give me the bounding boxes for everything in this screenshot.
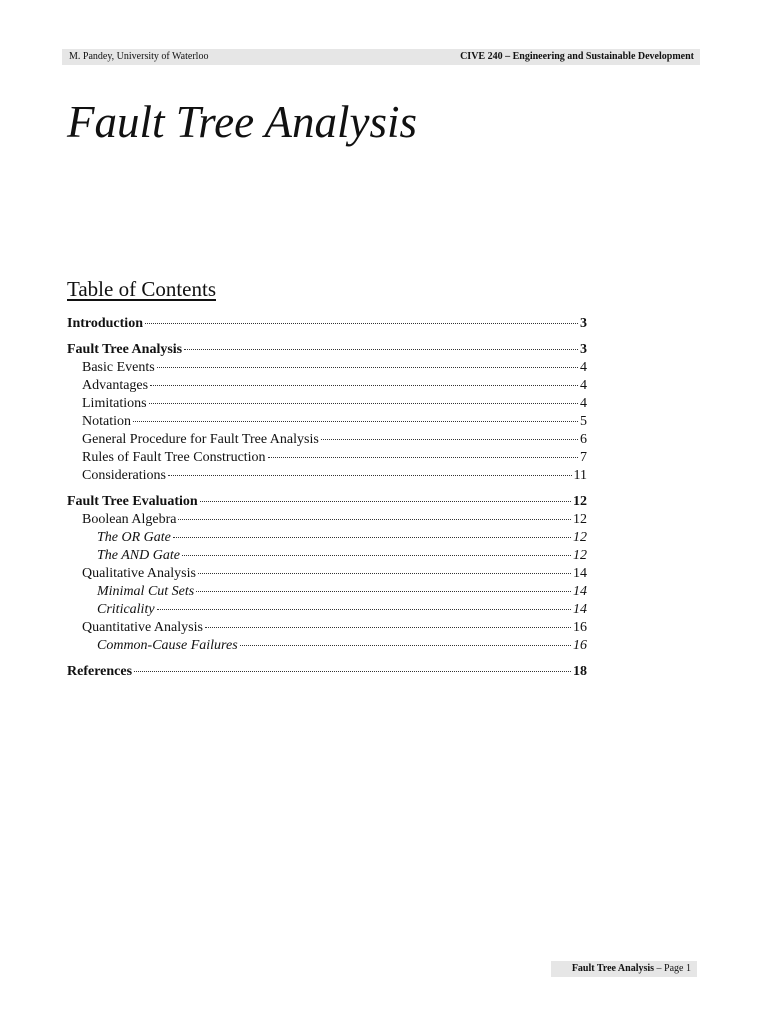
- toc-page-number: 12: [573, 530, 587, 545]
- toc-dot-leader: [321, 439, 578, 440]
- toc-entry-label: The AND Gate: [97, 548, 180, 563]
- toc-entry[interactable]: [67, 449, 587, 467]
- table-of-contents: [67, 315, 587, 681]
- toc-entry-label: Limitations: [82, 396, 147, 411]
- toc-dot-leader: [240, 645, 571, 646]
- header-author: M. Pandey, University of Waterloo: [69, 51, 209, 62]
- toc-entry-label: Advantages: [82, 378, 149, 393]
- footer-page-number: – Page 1: [654, 963, 691, 974]
- toc-dot-leader: [149, 403, 578, 404]
- toc-page-number: 4: [580, 360, 587, 375]
- toc-entry[interactable]: [67, 663, 587, 681]
- toc-page-number: 12: [573, 548, 587, 563]
- toc-page-number: 3: [580, 342, 587, 357]
- toc-entry[interactable]: [67, 377, 587, 395]
- toc-entry[interactable]: [67, 431, 587, 449]
- page-footer: [551, 961, 697, 977]
- toc-dot-leader: [178, 519, 571, 520]
- toc-entry[interactable]: [67, 529, 587, 547]
- toc-entry-label: Qualitative Analysis: [82, 566, 196, 581]
- toc-dot-leader: [157, 609, 571, 610]
- toc-dot-leader: [196, 591, 571, 592]
- toc-entry-label: Introduction: [67, 316, 143, 331]
- toc-page-number: 14: [573, 602, 587, 617]
- toc-entry-label: Quantitative Analysis: [82, 620, 203, 635]
- toc-dot-leader: [134, 671, 571, 672]
- toc-page-number: 5: [580, 414, 587, 429]
- toc-entry[interactable]: [67, 511, 587, 529]
- toc-dot-leader: [133, 421, 578, 422]
- toc-entry-label: References: [67, 664, 133, 679]
- toc-page-number: 12: [573, 512, 587, 527]
- toc-page-number: 7: [580, 450, 587, 465]
- toc-entry-label: Basic Events: [82, 360, 155, 375]
- toc-entry[interactable]: [67, 359, 587, 377]
- toc-dot-leader: [184, 349, 578, 350]
- toc-page-number: 18: [573, 664, 587, 679]
- toc-dot-leader: [150, 385, 578, 386]
- toc-entry[interactable]: [67, 413, 587, 431]
- document-title: Fault Tree Analysis: [67, 97, 418, 147]
- toc-page-number: 3: [580, 316, 587, 331]
- toc-dot-leader: [168, 475, 572, 476]
- toc-entry-label: Considerations: [82, 468, 166, 483]
- toc-page-number: 11: [573, 468, 587, 483]
- toc-dot-leader: [182, 555, 571, 556]
- toc-entry[interactable]: [67, 493, 587, 511]
- toc-entry[interactable]: [67, 547, 587, 565]
- toc-page-number: 16: [573, 638, 587, 653]
- footer-doc-title: Fault Tree Analysis: [571, 963, 655, 974]
- toc-entry-label: Rules of Fault Tree Construction: [82, 450, 266, 465]
- toc-entry-label: Minimal Cut Sets: [97, 584, 195, 599]
- toc-entry[interactable]: [67, 619, 587, 637]
- toc-page-number: 12: [573, 494, 587, 509]
- toc-entry[interactable]: [67, 583, 587, 601]
- toc-dot-leader: [198, 573, 571, 574]
- toc-entry[interactable]: [67, 565, 587, 583]
- toc-dot-leader: [200, 501, 571, 502]
- toc-entry[interactable]: [67, 315, 587, 333]
- toc-entry[interactable]: [67, 637, 587, 655]
- toc-entry[interactable]: [67, 341, 587, 359]
- toc-entry-label: Fault Tree Evaluation: [67, 494, 198, 509]
- toc-page-number: 14: [573, 584, 587, 599]
- toc-entry-label: Notation: [82, 414, 131, 429]
- toc-entry-label: Boolean Algebra: [82, 512, 177, 527]
- toc-entry-label: Criticality: [97, 602, 155, 617]
- toc-page-number: 6: [580, 432, 587, 447]
- toc-entry[interactable]: [67, 395, 587, 413]
- toc-page-number: 16: [573, 620, 587, 635]
- toc-page-number: 14: [573, 566, 587, 581]
- toc-dot-leader: [145, 323, 578, 324]
- toc-dot-leader: [157, 367, 578, 368]
- toc-dot-leader: [268, 457, 578, 458]
- toc-entry-label: Fault Tree Analysis: [67, 342, 183, 357]
- toc-entry-label: General Procedure for Fault Tree Analysis: [82, 432, 319, 447]
- toc-entry[interactable]: [67, 601, 587, 619]
- toc-entry[interactable]: [67, 467, 587, 485]
- header-course: CIVE 240 – Engineering and Sustainable Development: [460, 51, 694, 62]
- toc-dot-leader: [205, 627, 571, 628]
- toc-entry-label: The OR Gate: [97, 530, 171, 545]
- toc-heading: Table of Contents: [67, 277, 216, 301]
- toc-page-number: 4: [580, 396, 587, 411]
- toc-page-number: 4: [580, 378, 587, 393]
- toc-entry-label: Common-Cause Failures: [97, 638, 238, 653]
- page-header: [62, 49, 700, 65]
- toc-dot-leader: [173, 537, 571, 538]
